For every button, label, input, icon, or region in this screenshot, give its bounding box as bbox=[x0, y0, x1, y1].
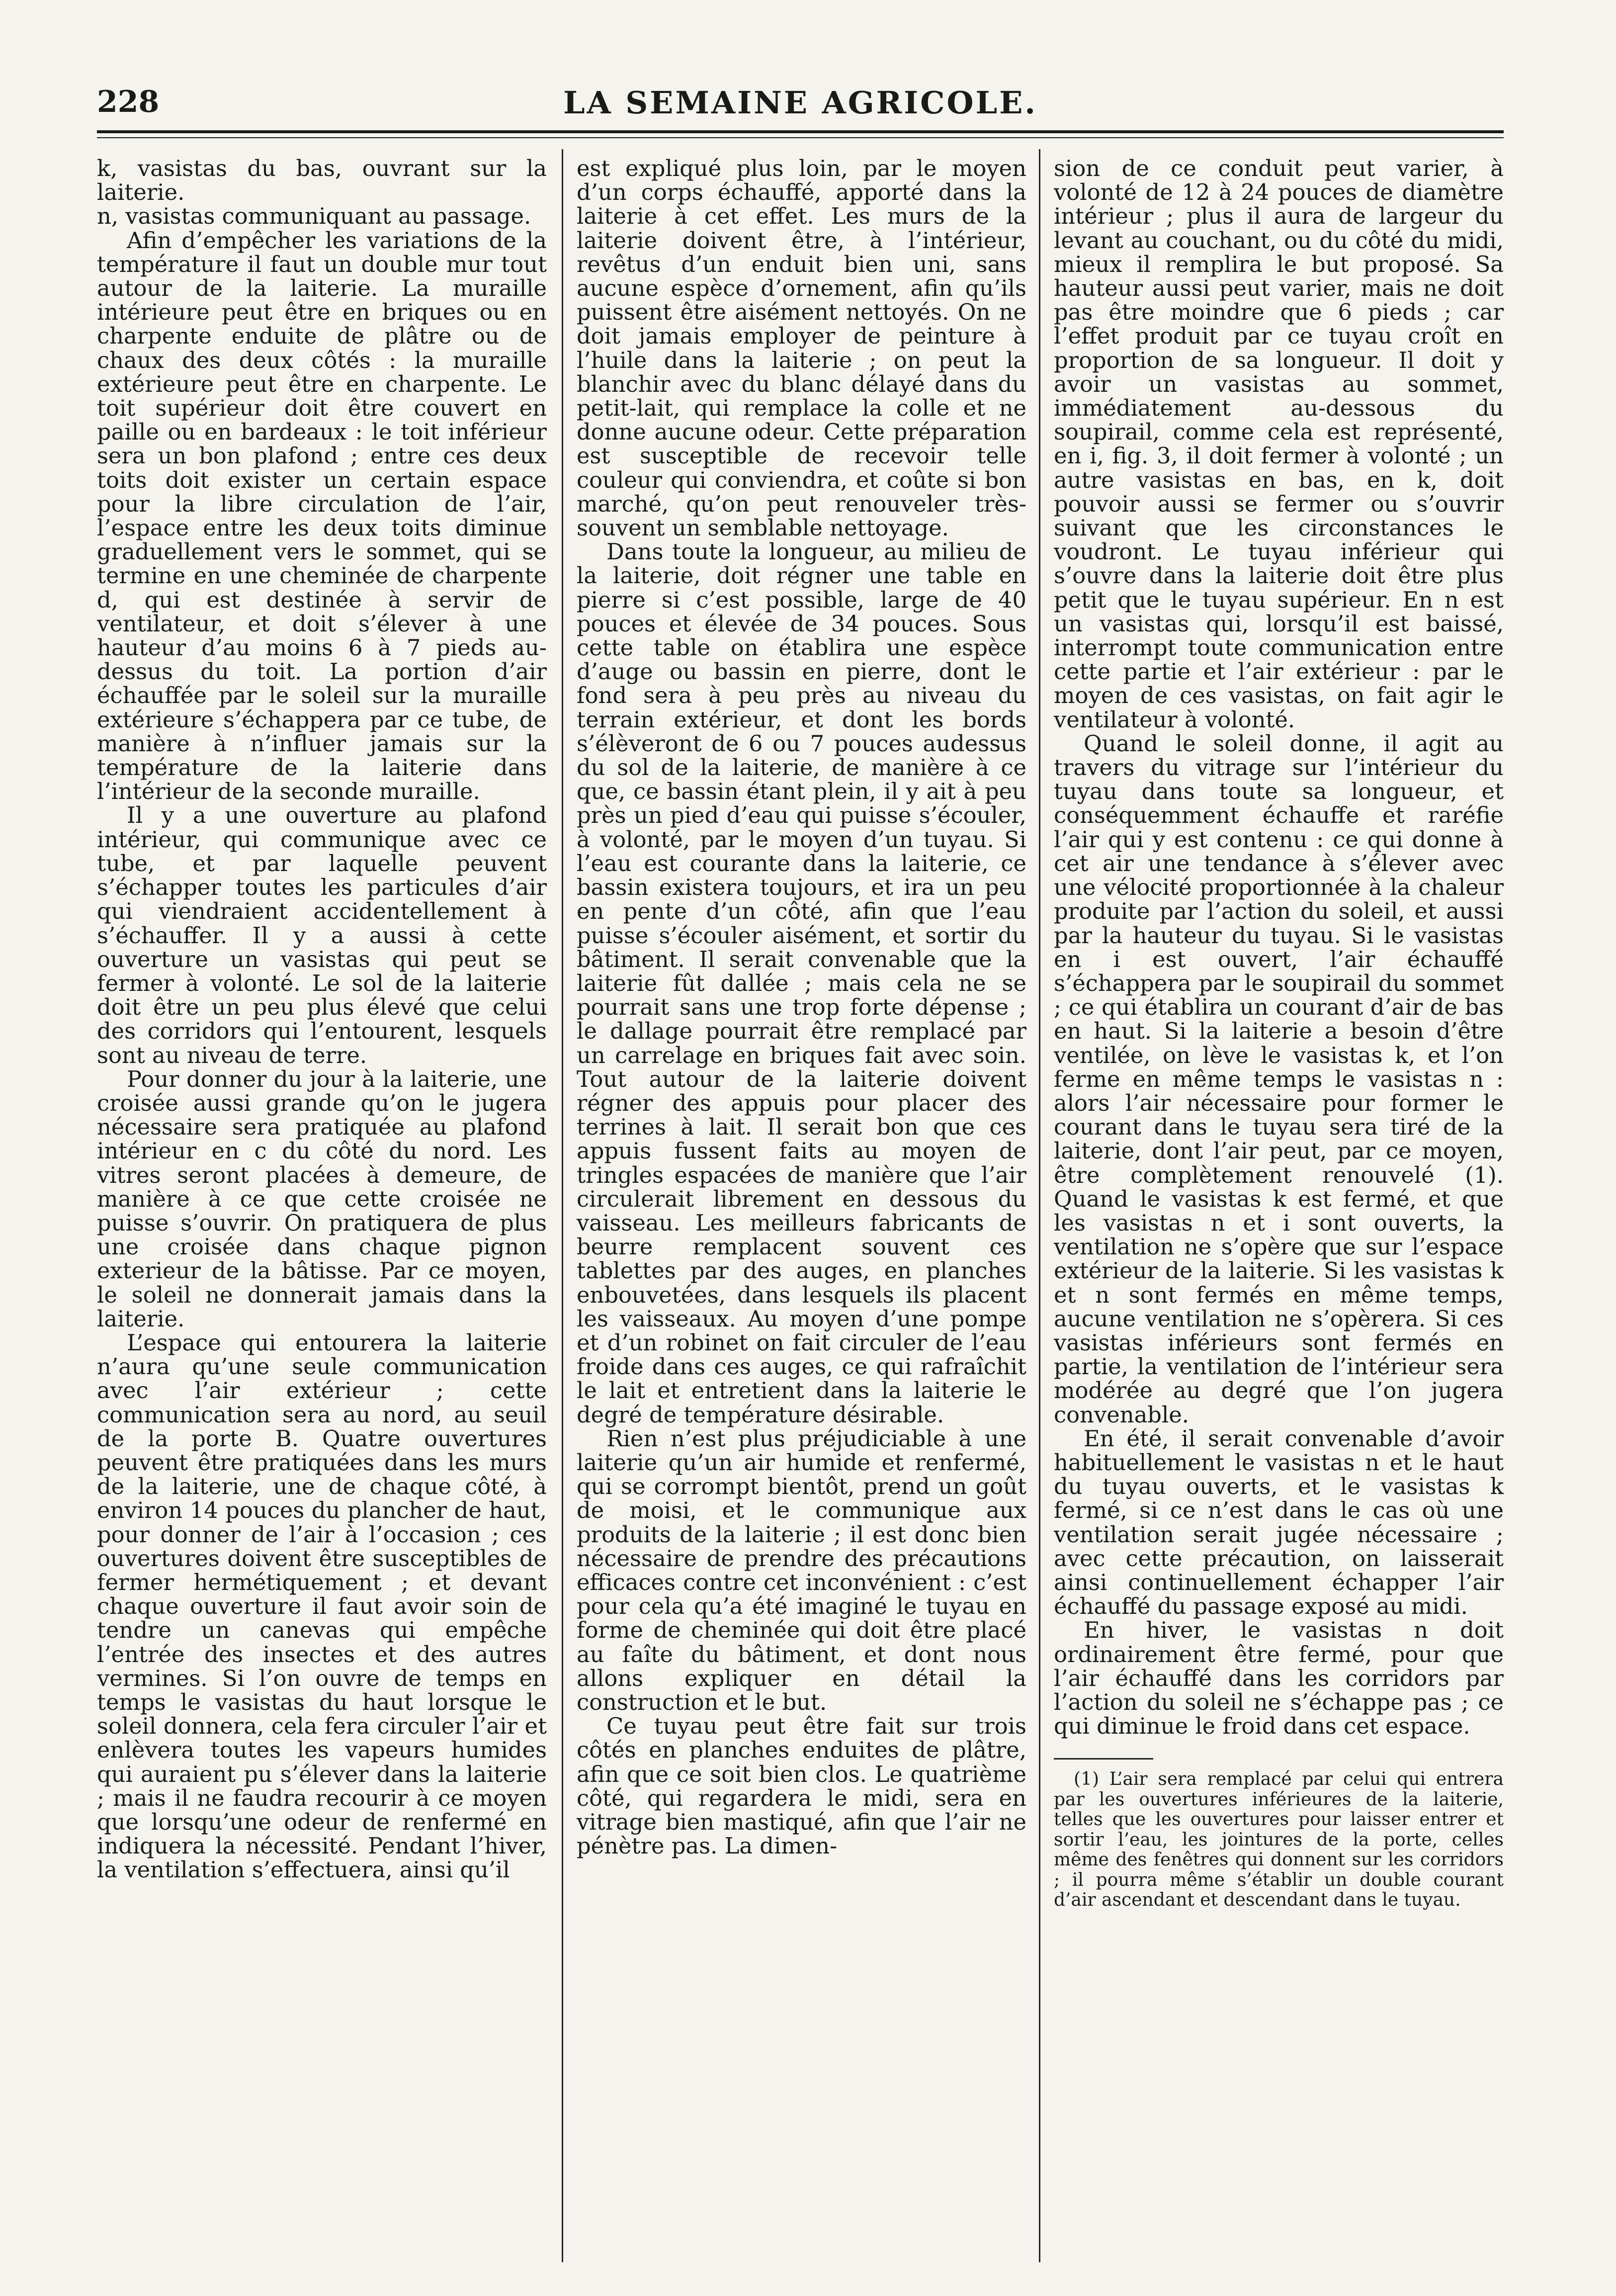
page-header bbox=[97, 75, 1504, 124]
paragraph: Pour donner du jour à la laiterie, une croisée aussi grande qu’on le jugera nécessaire sera pratiquée au plafond intérieur en c du côté du nord. Les vitres seront placées à demeure, de manière à ce que cette croisée ne puisse s’ouvrir. On pratiquera de plus une croisée dans chaque pignon exterieur de la bâtisse. Par ce moyen, le soleil ne donnerait jamais dans la laiterie. bbox=[97, 1065, 547, 1332]
paragraph: n, vasistas communiquant au passage. bbox=[97, 203, 531, 230]
paragraph: Il y a une ouverture au plafond intérieur, qui communique avec ce tube, et par laquelle peuvent s’échapper toutes les particules d’air qui viendraient accidentellement à s’échauffer. Il y a aussi à cette ouverture un vasistas qui peut se fermer à volonté. Le sol de la laiterie doit être un peu plus élevé que celui des corridors qui l’entourent, lesquels sont au niveau de terre. bbox=[97, 802, 547, 1068]
column-divider bbox=[562, 149, 563, 2262]
column-divider bbox=[1039, 149, 1040, 2262]
column-3 bbox=[1054, 157, 1504, 1911]
paragraph: Ce tuyau peut être fait sur trois côtés en planches enduites de plâtre, afin que ce soit bien clos. Le quatrième côté, qui regardera le midi, sera en vitrage bien mastiqué, afin que l’air ne pénètre pas. La dimen- bbox=[577, 1713, 1026, 1859]
header-rule-thick bbox=[97, 130, 1504, 133]
footnote-rule bbox=[1054, 1758, 1153, 1760]
paragraph: Dans toute la longueur, au milieu de la laiterie, doit régner une table en pierre si c’est possible, large de 40 pouces et élevée de 34 pouces. Sous cette table on établira une espèce d’auge ou bassin en pierre, dont le fond sera à peu près au niveau du terrain extérieur, et dont les bords s’élèveront de 6 ou 7 pouces audessus du sol de la laiterie, de manière à ce que, ce bassin étant plein, il y ait à peu près un pied d’eau qui puisse s’écouler, à volonté, par le moyen d’un tuyau. Si l’eau est courante dans la laiterie, ce bassin existera toujours, et ira un peu en pente d’un côté, afin que l’eau puisse s’écouler aisément, et sortir du bâtiment. Il serait convenable que la laiterie fût dallée ; mais cela ne se pourrait sans une trop forte dépense ; le dallage pourrait être remplacé par un carrelage en briques fait avec soin. Tout autour de la laiterie doivent régner des appuis pour placer des terrines à lait. Il serait bon que ces appuis fussent faits au moyen de tringles espacées de manière que l’air circulerait librement en dessous du vaisseau. Les meilleurs fabricants de beurre remplacent souvent ces tablettes par des auges, en planches enbouvetées, dans lesquels ils placent les vaisseaux. Au moyen d’une pompe et d’un robinet on fait circuler de l’eau froide dans ces auges, ce qui rafraîchit le lait et entretient dans la laiterie le degré de température désirable. bbox=[577, 538, 1026, 1428]
page-number: 228 bbox=[97, 85, 160, 119]
column-2 bbox=[577, 157, 1026, 1858]
paragraph: En été, il serait convenable d’avoir habituellement le vasistas n et le haut du tuyau ouverts, et le vasistas k fermé, si ce n’est dans le cas où une ventilation serait jugée nécessaire ; avec cette précaution, on laisserait ainsi continuellement échapper l’air échauffé du passage exposé au midi. bbox=[1054, 1425, 1504, 1620]
paragraph: est expliqué plus loin, par le moyen d’un corps échauffé, apporté dans la laiterie à cet effet. Les murs de la laiterie doivent être, à l’intérieur, revêtus d’un enduit bien uni, sans aucune espèce d’ornement, afin qu’ils puissent être aisément nettoyés. On ne doit jamais employer de peinture à l’huile dans la laiterie ; on peut la blanchir avec du blanc délayé dans du petit-lait, qui remplace la colle et ne donne aucune odeur. Cette préparation est susceptible de recevoir telle couleur qui conviendra, et coûte si bon marché, qu’on peut renouveler très-souvent un semblable nettoyage. bbox=[577, 155, 1026, 541]
paragraph: Afin d’empêcher les variations de la température il faut un double mur tout autour de la laiterie. La muraille intérieure peut être en briques ou en charpente enduite de plâtre ou de chaux des deux côtés : la muraille extérieure peut être en charpente. Le toit supérieur doit être couvert en paille ou en bardeaux : le toit inférieur sera un bon plafond ; entre ces deux toits doit exister un certain espace pour la libre circulation de l’air, l’espace entre les deux toits diminue graduellement vers le sommet, qui se termine en une cheminée de charpente d, qui est destinée à servir de ventilateur, et doit s’élever à une hauteur d’au moins 6 à 7 pieds au-dessus du toit. La portion d’air échauffée par le soleil sur la muraille extérieure s’échappera par ce tube, de manière à n’influer jamais sur la température de la laiterie dans l’intérieur de la seconde muraille. bbox=[97, 227, 547, 805]
paragraph: En hiver, le vasistas n doit ordinairement être fermé, pour que l’air échauffé dans les corridors par l’action du soleil ne s’échappe pas ; ce qui diminue le froid dans cet espace. bbox=[1054, 1617, 1504, 1740]
footnote: (1) L’air sera remplacé par celui qui entrera par les ouvertures inférieures de la laiterie, telles que les ouvertures pour laisser entrer et sortir l’eau, les jointures de la porte, celles même des fenêtres qui donnent sur les corridors ; il pourra même s’établir un double courant d’air ascendant et descendant dans le tuyau. bbox=[1054, 1769, 1504, 1911]
paragraph: Rien n’est plus préjudiciable à une laiterie qu’un air humide et renfermé, qui se corrompt bientôt, prend un goût de moisi, et le communique aux produits de la laiterie ; il est donc bien nécessaire de prendre des précautions efficaces contre cet inconvénient : c’est pour cela qu’a été imaginé le tuyau en forme de cheminée qui doit être placé au faîte du bâtiment, et dont nous allons expliquer en détail la construction et le but. bbox=[577, 1425, 1026, 1715]
paragraph: k, vasistas du bas, ouvrant sur la laiterie. bbox=[97, 155, 547, 206]
running-title: LA SEMAINE AGRICOLE. bbox=[563, 85, 1037, 121]
paragraph: Quand le soleil donne, il agit au travers du vitrage sur l’intérieur du tuyau dans toute sa longueur, et conséquemment échauffe et raréfie l’air qui y est contenu : ce qui donne à cet air une tendance à s’élever avec une vélocité proportionnée à la chaleur produite par l’action du soleil, et aussi par la hauteur du tuyau. Si le vasistas en i est ouvert, l’air échauffé s’échappera par le soupirail du sommet ; ce qui établira un courant d’air de bas en haut. Si la laiterie a besoin d’être ventilée, on lève le vasistas k, et l’on ferme en même temps le vasistas n : alors l’air nécessaire pour former le courant dans le tuyau sera tiré de la laiterie, dont l’air peut, par ce moyen, être complètement renouvelé (1). Quand le vasistas k est fermé, et que les vasistas n et i sont ouverts, la ventilation ne s’opère que sur l’espace extérieur de la laiterie. Si les vasistas k et n sont fermés en même temps, aucune ventilation ne s’opèrera. Si ces vasistas inférieurs sont fermés en partie, la ventilation de l’intérieur sera modérée au degré que l’on jugera convenable. bbox=[1054, 730, 1504, 1428]
column-1 bbox=[97, 157, 547, 1882]
paragraph: L’espace qui entourera la laiterie n’aura qu’une seule communication avec l’air extérieur ; cette communication sera au nord, au seuil de la porte B. Quatre ouvertures peuvent être pratiquées dans les murs de la laiterie, une de chaque côté, à environ 14 pouces du plancher de haut, pour donner de l’air à l’occasion ; ces ouvertures doivent être susceptibles de fermer hermétiquement ; et devant chaque ouverture il faut avoir soin de tendre un canevas qui empêche l’entrée des insectes et des autres vermines. Si l’on ouvre de temps en temps le vasistas du haut lorsque le soleil donnera, cela fera circuler l’air et enlèvera toutes les vapeurs humides qui auraient pu s’élever dans la laiterie ; mais il ne faudra recourir à ce moyen que lorsqu’une odeur de renfermé en indiquera la nécessité. Pendant l’hiver, la ventilation s’effectuera, ainsi qu’il bbox=[97, 1329, 547, 1883]
paragraph: sion de ce conduit peut varier, à volonté de 12 à 24 pouces de diamètre intérieur ; plus il aura de largeur du levant au couchant, ou du côté du midi, mieux il remplira le but proposé. Sa hauteur aussi peut varier, mais ne doit pas être moindre que 6 pieds ; car l’effet produit par ce tuyau croît en proportion de sa longueur. Il doit y avoir un vasistas au sommet, immédiatement au-dessous du soupirail, comme cela est représenté, en i, fig. 3, il doit fermer à volonté ; un autre vasistas en bas, en k, doit pouvoir aussi se fermer ou s’ouvrir suivant que les circonstances le voudront. Le tuyau inférieur qui s’ouvre dans la laiterie doit être plus petit que le tuyau supérieur. En n est un vasistas qui, lorsqu’il est baissé, interrompt toute communication entre cette partie et l’air extérieur : par le moyen de ces vasistas, on fait agir le ventilateur à volonté. bbox=[1054, 155, 1504, 733]
header-rule-thin bbox=[97, 137, 1504, 138]
